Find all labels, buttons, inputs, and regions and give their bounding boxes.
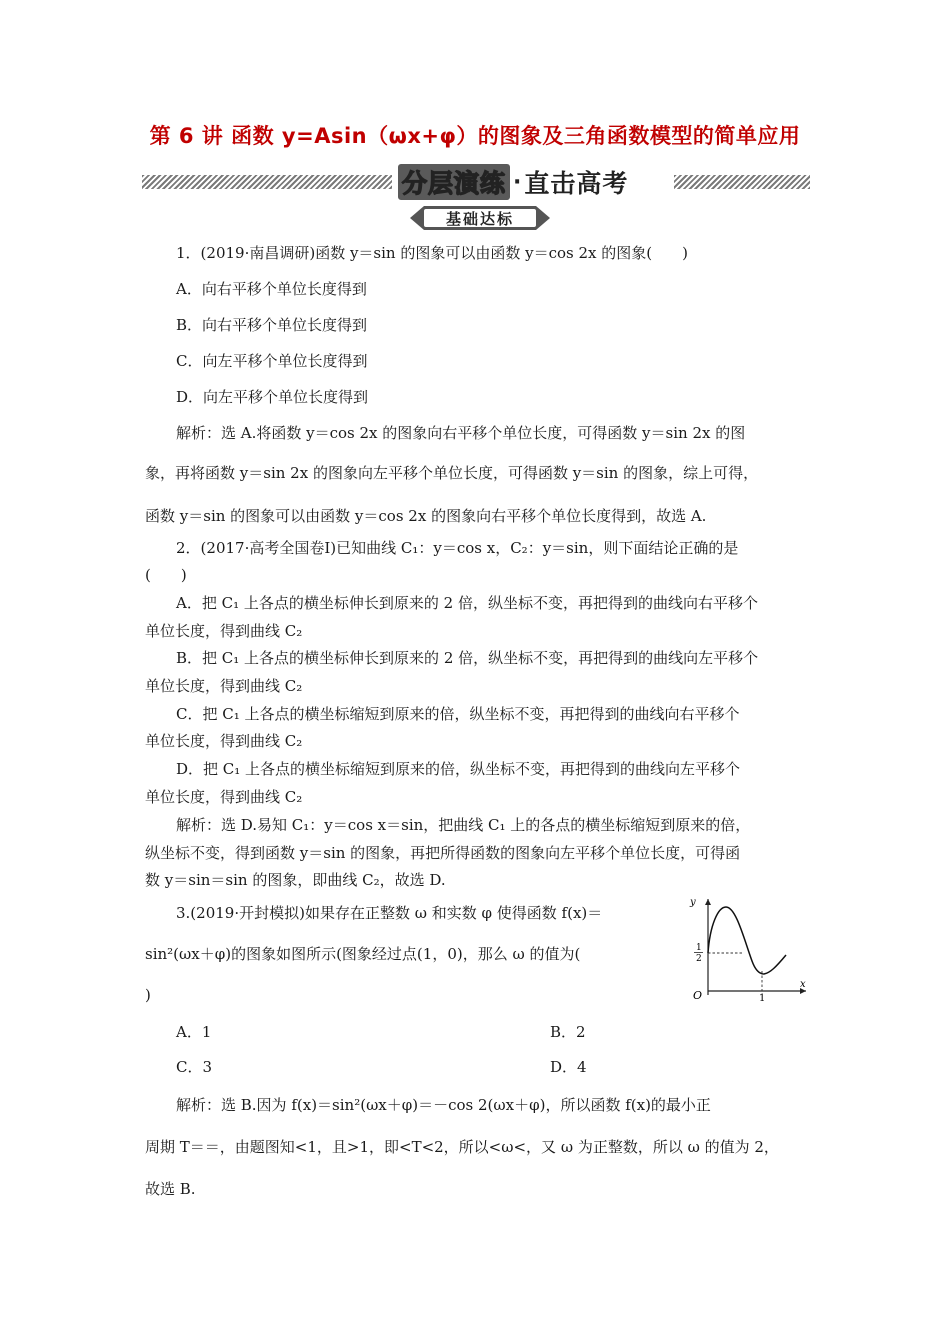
q2-option-b-line1: B．把 C₁ 上各点的横坐标伸长到原来的 2 倍，纵坐标不变，再把得到的曲线向左平移个 [176,649,759,667]
y-axis-label: y [690,897,696,908]
q3-option-b: B．2 [550,1023,586,1041]
q1-option-b: B．向右平移个单位长度得到 [176,316,368,334]
q1-solution-line3: 函数 y＝sin 的图象可以由函数 y＝cos 2x 的图象向右平移个单位长度得到，故选 A. [145,507,707,525]
page-title: 第 6 讲 函数 y=Asin（ωx+φ）的图象及三角函数模型的简单应用 [149,124,801,148]
q2-option-c-line1: C．把 C₁ 上各点的横坐标缩短到原来的倍，纵坐标不变，再把得到的曲线向右平移个 [176,705,740,723]
q2-stem-line1: 2．(2017·高考全国卷Ⅰ)已知曲线 C₁：y＝cos x，C₂：y＝sin，则下面结论正确的是 [176,539,739,557]
q2-solution-line3: 数 y＝sin＝sin 的图象，即曲线 C₂，故选 D. [145,871,446,889]
banner-separator: · [513,169,522,195]
y-axis-arrow [705,899,711,905]
q1-stem: 1．(2019·南昌调研)函数 y＝sin 的图象可以由函数 y＝cos 2x 的图象( ) [176,244,688,262]
q3-solution-line3: 故选 B. [145,1180,196,1198]
q2-option-d-line1: D．把 C₁ 上各点的横坐标缩短到原来的倍，纵坐标不变，再把得到的曲线向左平移个 [176,760,741,778]
banner-part2: 直击高考 [524,169,629,198]
q3-solution-line2: 周期 T＝＝，由题图知<1，且>1，即<T<2，所以<ω<，又 ω 为正整数，所以 ω 的值为 2， [145,1138,779,1156]
x-axis-label: x [800,979,806,990]
q3-stem-line2: sin²(ωx＋φ)的图象如图所示(图象经过点(1，0)，那么 ω 的值为( [145,945,581,963]
q3-option-c: C．3 [176,1058,213,1076]
banner-part1: 分层演练 [398,164,510,200]
q3-function-graph [682,895,808,1001]
q1-option-c: C．向左平移个单位长度得到 [176,352,368,370]
half-denominator: 2 [696,954,702,964]
q1-option-a: A．向右平移个单位长度得到 [176,280,367,298]
q2-solution-line1: 解析：选 D.易知 C₁：y＝cos x＝sin，把曲线 C₁ 上的各点的横坐标缩短到原来的倍， [176,816,751,834]
function-curve [708,907,786,974]
q3-option-d: D．4 [550,1058,587,1076]
banner-stripe-left [142,175,392,189]
q3-stem-line3: ) [145,986,151,1004]
q1-solution-line1: 解析：选 A.将函数 y＝cos 2x 的图象向右平移个单位长度，可得函数 y＝sin 2x 的图 [176,424,746,442]
section-label-text: 基础达标 [445,209,514,228]
q2-option-b-line2: 单位长度，得到曲线 C₂ [145,677,303,695]
q2-option-a-line1: A．把 C₁ 上各点的横坐标伸长到原来的 2 倍，纵坐标不变，再把得到的曲线向右平移个 [176,594,758,612]
q2-option-c-line2: 单位长度，得到曲线 C₂ [145,732,303,750]
origin-label: O [693,989,703,1001]
banner-heading [398,165,628,199]
x-tick-label: 1 [759,993,766,1001]
q2-stem-line2: ( ) [145,566,187,584]
q3-solution-line1: 解析：选 B.因为 f(x)＝sin²(ωx＋φ)＝－cos 2(ωx＋φ)，所以函数 f(x)的最小正 [176,1096,711,1114]
q1-option-d: D．向左平移个单位长度得到 [176,388,369,406]
q3-stem-line1: 3.(2019·开封模拟)如果存在正整数 ω 和实数 φ 使得函数 f(x)＝ [176,904,603,922]
q2-option-d-line2: 单位长度，得到曲线 C₂ [145,788,303,806]
section-banner [142,165,810,201]
q3-option-a: A．1 [176,1023,212,1041]
banner-stripe-right [674,175,810,189]
q1-solution-line2: 象，再将函数 y＝sin 2x 的图象向左平移个单位长度，可得函数 y＝sin 的图象，综上可得， [145,464,759,482]
q2-option-a-line2: 单位长度，得到曲线 C₂ [145,622,303,640]
section-label [410,206,550,230]
q2-solution-line2: 纵坐标不变，得到函数 y＝sin 的图象，再把所得函数的图象向左平移个单位长度，可得函 [145,844,741,862]
half-numerator: 1 [696,943,702,953]
